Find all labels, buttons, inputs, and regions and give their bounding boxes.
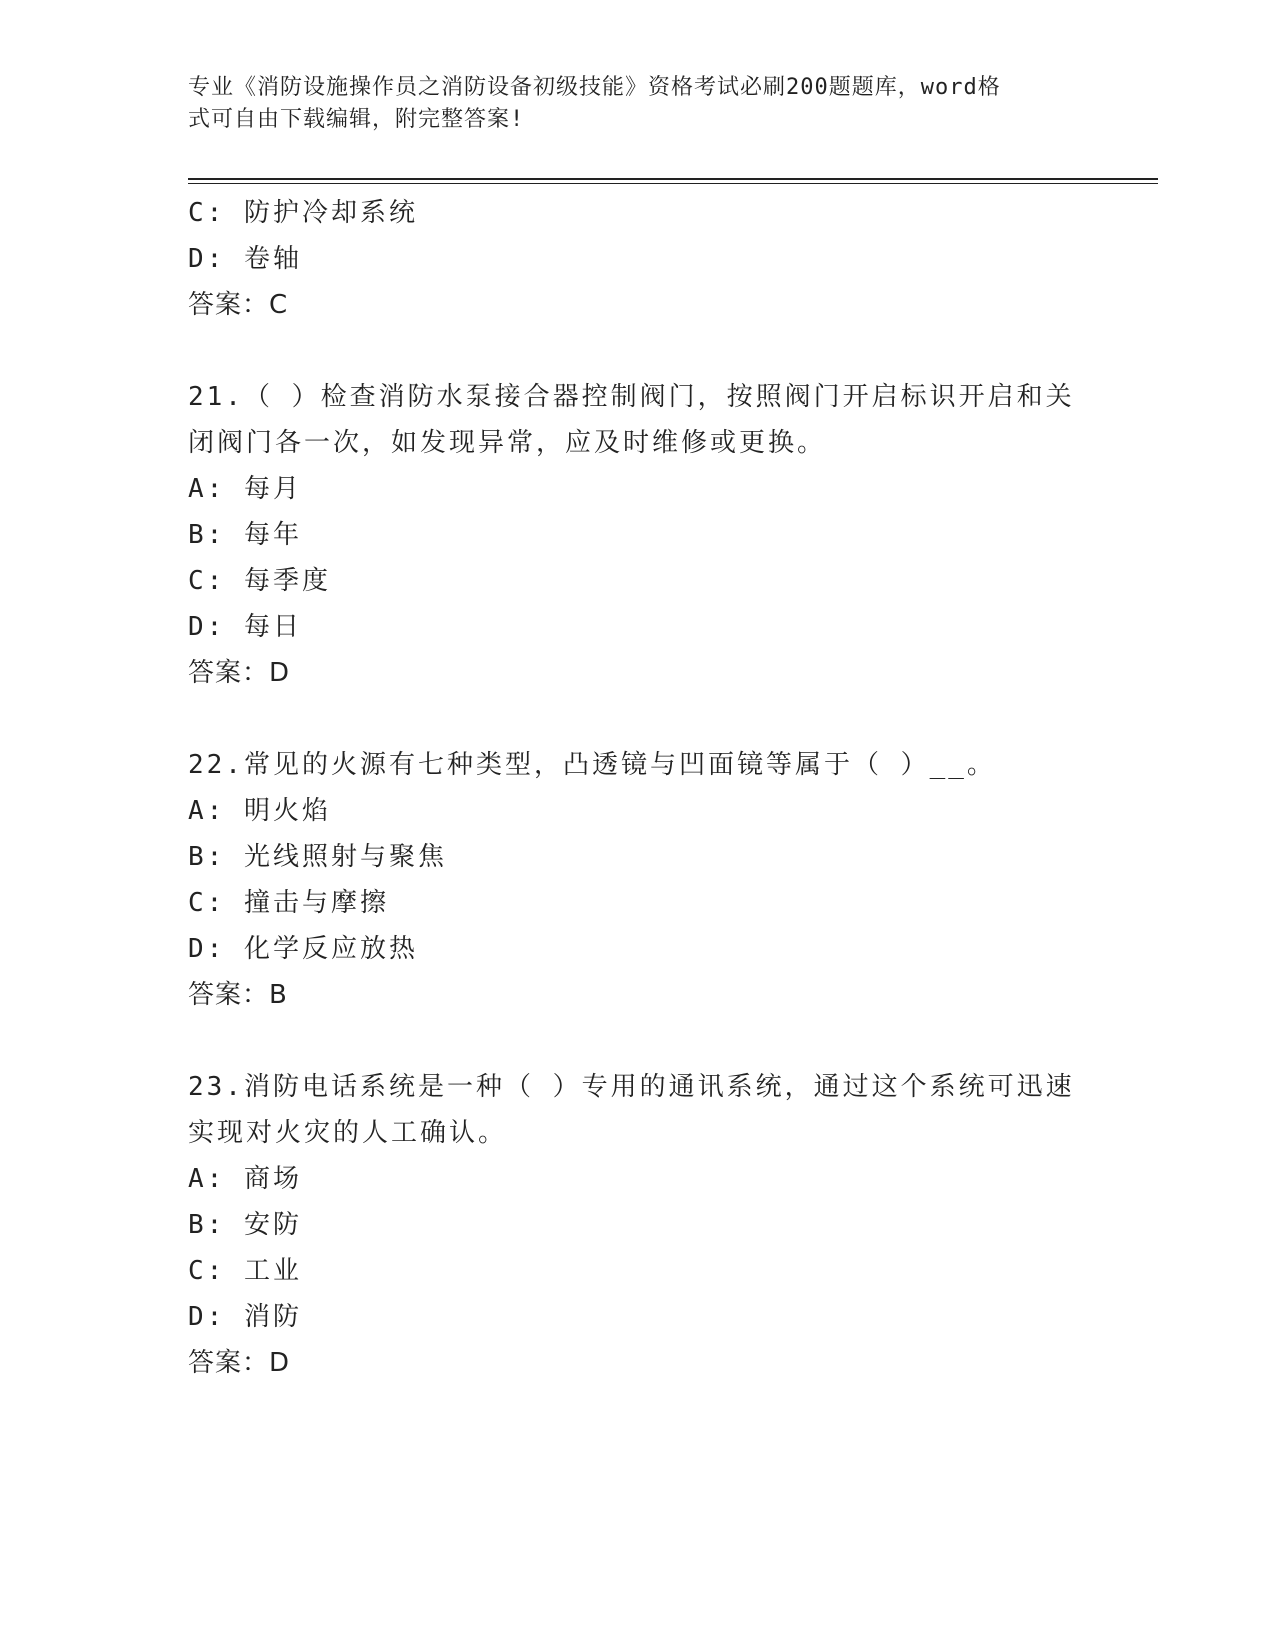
question-21 xyxy=(188,374,1088,696)
option-c: C: 防护冷却系统 xyxy=(188,198,418,228)
option-b: B: 安防 xyxy=(188,1210,302,1240)
document-header xyxy=(188,72,1068,136)
question-text-line: 23.消防电话系统是一种（ ）专用的通讯系统，通过这个系统可迅速 xyxy=(188,1072,1075,1102)
question-text-line: 22.常见的火源有七种类型，凸透镜与凹面镜等属于（ ）__。 xyxy=(188,750,996,780)
answer-line: 答案：D xyxy=(188,658,291,688)
option-d: D: 卷轴 xyxy=(188,244,302,274)
header-rule-thick xyxy=(188,178,1158,180)
header-line-1: 专业《消防设施操作员之消防设备初级技能》资格考试必刷200题题库，word格 xyxy=(188,75,1001,100)
option-b: B: 光线照射与聚焦 xyxy=(188,842,447,872)
option-c: C: 撞击与摩擦 xyxy=(188,888,389,918)
answer-line: 答案：D xyxy=(188,1348,291,1378)
header-rule-thin xyxy=(188,183,1158,184)
option-a: A: 明火焰 xyxy=(188,796,331,826)
option-c: C: 每季度 xyxy=(188,566,331,596)
option-c: C: 工业 xyxy=(188,1256,302,1286)
option-a: A: 每月 xyxy=(188,474,302,504)
question-23 xyxy=(188,1064,1088,1386)
option-d: D: 每日 xyxy=(188,612,302,642)
question-text-line: 21.（ ）检查消防水泵接合器控制阀门，按照阀门开启标识开启和关 xyxy=(188,382,1075,412)
question-text-line: 实现对火灾的人工确认。 xyxy=(188,1118,508,1148)
option-d: D: 化学反应放热 xyxy=(188,934,418,964)
answer-line: 答案：C xyxy=(188,290,289,320)
option-d: D: 消防 xyxy=(188,1302,302,1332)
header-line-2: 式可自由下载编辑，附完整答案! xyxy=(188,107,525,132)
answer-line: 答案：B xyxy=(188,980,288,1010)
prev-question xyxy=(188,190,1088,328)
option-a: A: 商场 xyxy=(188,1164,302,1194)
option-b: B: 每年 xyxy=(188,520,302,550)
question-22 xyxy=(188,742,1088,1018)
question-list xyxy=(188,190,1088,1386)
question-text-line: 闭阀门各一次，如发现异常，应及时维修或更换。 xyxy=(188,428,827,458)
